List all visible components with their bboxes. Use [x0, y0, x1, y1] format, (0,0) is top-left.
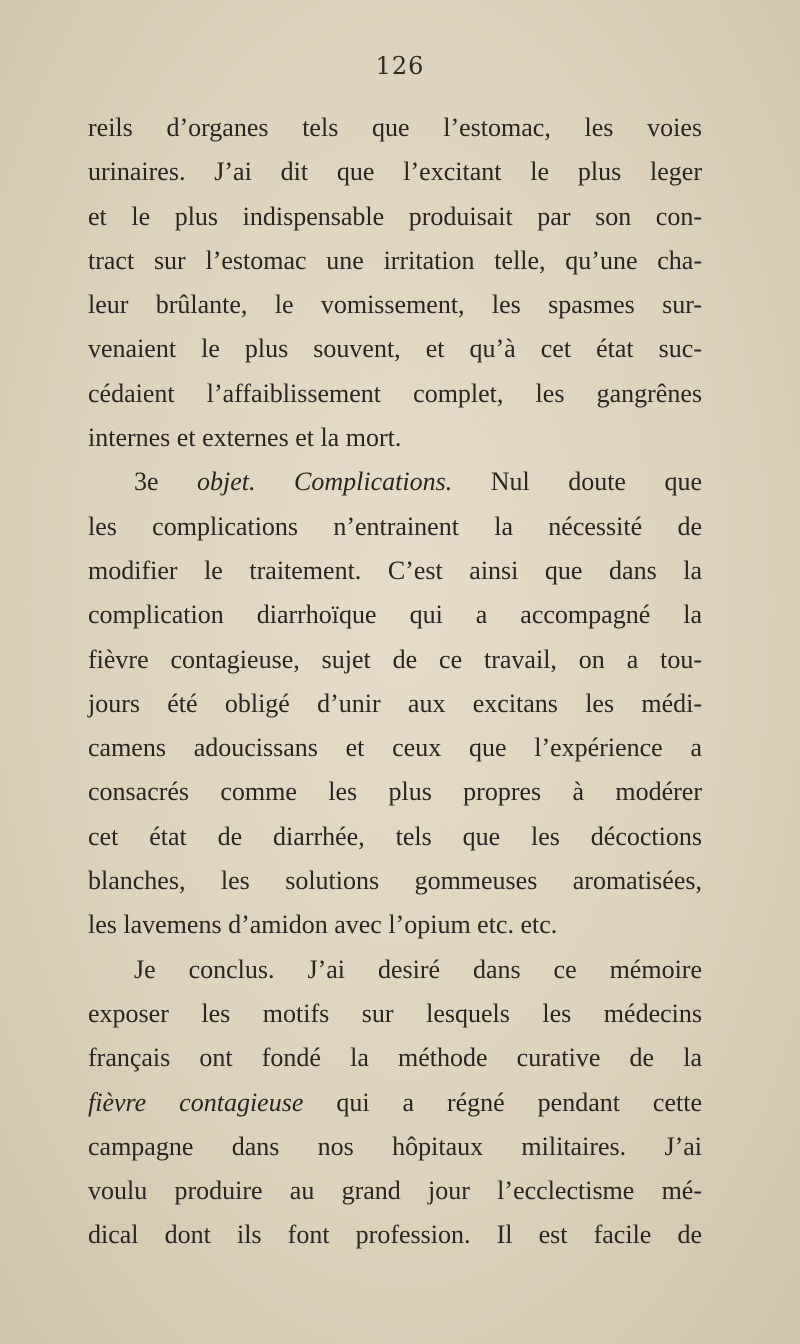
text-run: exposer les motifs sur lesquels les médecins — [88, 998, 702, 1028]
text-run: consacrés comme les plus propres à modérer — [88, 777, 702, 807]
text-line — [88, 948, 702, 992]
text-run: dical dont ils font profession. Il est facile de — [88, 1220, 702, 1250]
text-line — [88, 505, 702, 549]
text-line — [88, 593, 702, 637]
text-run: 3e — [134, 467, 198, 497]
text-run: qui a régné pendant cette — [303, 1087, 702, 1117]
text-line — [88, 903, 702, 947]
text-line — [88, 815, 702, 859]
text-run: urinaires. J’ai dit que l’excitant le plus leger — [88, 157, 702, 187]
text-run: et le plus indispensable produisait par son con- — [88, 201, 702, 231]
text-run: reils d’organes tels que l’estomac, les voies — [88, 113, 702, 142]
italic-run: fièvre contagieuse — [88, 1087, 304, 1117]
text-run: jours été obligé d’unir aux excitans les médi- — [88, 688, 702, 718]
text-line — [88, 239, 702, 283]
text-run: français ont fondé la méthode curative de la — [88, 1043, 702, 1073]
text-line — [88, 372, 702, 416]
text-run: voulu produire au grand jour l’ecclectisme mé- — [88, 1176, 702, 1206]
text-run: les lavemens d’amidon avec l’opium etc. etc. — [88, 910, 558, 940]
text-line — [88, 1036, 702, 1080]
text-line — [88, 1125, 702, 1169]
text-line — [88, 770, 702, 814]
text-run: Je conclus. J’ai desiré dans ce mémoire — [134, 954, 702, 984]
text-run: les complications n’entrainent la nécessité de — [88, 511, 702, 541]
text-run: camens adoucissans et ceux que l’expérience a — [88, 733, 702, 763]
text-line — [88, 638, 702, 682]
text-line — [88, 682, 702, 726]
text-line — [88, 1081, 702, 1125]
text-line — [88, 859, 702, 903]
text-run: blanches, les solutions gommeuses aromatisées, — [88, 866, 702, 896]
text-line — [88, 327, 702, 371]
text-run: venaient le plus souvent, et qu’à cet état suc- — [88, 334, 702, 364]
text-line — [88, 726, 702, 770]
text-run: cédaient l’affaiblissement complet, les gangrênes — [88, 378, 702, 408]
text-line — [88, 460, 702, 504]
text-run: complication diarrhoïque qui a accompagné la — [88, 600, 702, 630]
page-number: 126 — [375, 52, 425, 80]
body-text — [88, 106, 702, 1258]
text-run: tract sur l’estomac une irritation telle, qu’une cha- — [88, 245, 702, 275]
italic-run: objet. Complications. — [197, 467, 453, 497]
text-run: Nul doute que — [452, 467, 702, 497]
text-line — [88, 195, 702, 239]
text-line — [88, 1213, 702, 1257]
text-line — [88, 549, 702, 593]
text-line — [88, 416, 702, 460]
text-line — [88, 150, 702, 194]
text-line — [88, 992, 702, 1036]
text-run: cet état de diarrhée, tels que les décoctions — [88, 821, 702, 851]
text-run: fièvre contagieuse, sujet de ce travail, on a tou- — [88, 644, 702, 674]
text-line — [88, 1169, 702, 1213]
text-run: leur brûlante, le vomissement, les spasmes sur- — [88, 290, 702, 320]
text-run: campagne dans nos hôpitaux militaires. J’ai — [88, 1131, 702, 1161]
text-line — [88, 106, 702, 150]
text-run: internes et externes et la mort. — [88, 423, 402, 453]
text-line — [88, 283, 702, 327]
text-run: modifier le traitement. C’est ainsi que dans la — [88, 555, 702, 585]
